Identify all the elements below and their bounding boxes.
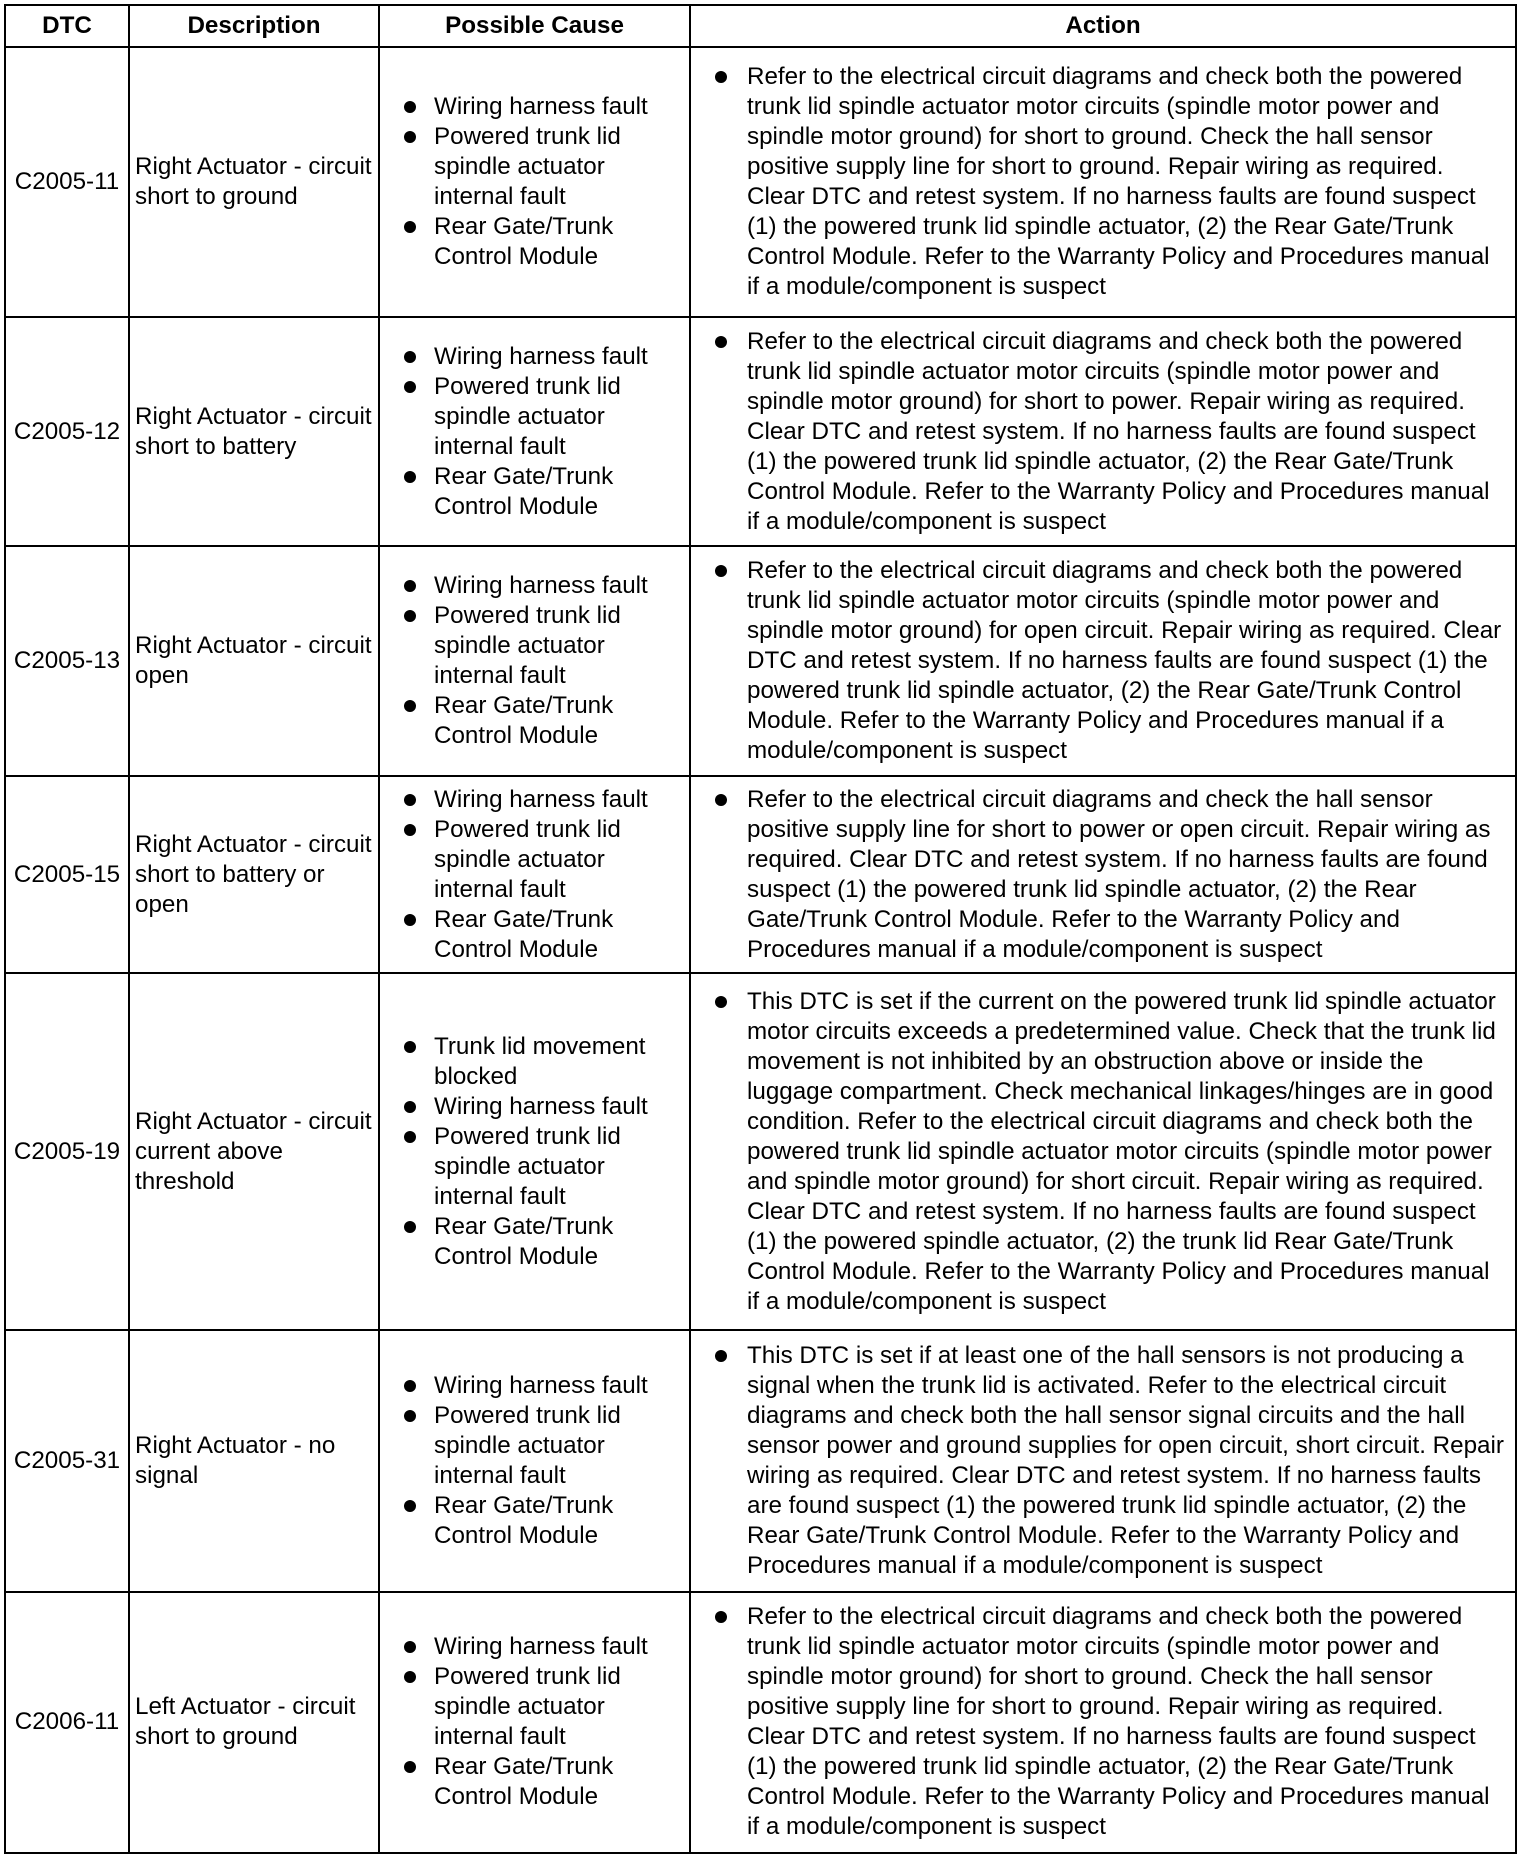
action-text: Refer to the electrical circuit diagrams and check both the powered trunk lid spindle actuator motor circuits (spindle motor power and spindle motor ground) for short to ground. Check the hall sensor positive supply line for short to ground. Repair wiring as required. Clear DTC and retest system. If no harness faults are found suspect (1) the powered trunk lid spindle actuator, (2) the Rear Gate/Trunk Control Module. Refer to the Warranty Policy and Procedures manual if a module/component is suspect [747, 62, 1490, 300]
bullet-icon [715, 1350, 727, 1362]
bullet-icon [404, 1131, 416, 1143]
header-description: Description [129, 5, 379, 47]
bullet-icon [404, 1641, 416, 1653]
action-list [713, 1602, 1507, 1842]
action-text: Refer to the electrical circuit diagrams and check both the powered trunk lid spindle actuator motor circuits (spindle motor power and spindle motor ground) for short to power. Repair wiring as required. Clear DTC and retest system. If no harness faults are found suspect (1) the powered trunk lid spindle actuator, (2) the Rear Gate/Trunk Control Module. Refer to the Warranty Policy and Procedures manual if a module/component is suspect [747, 327, 1490, 535]
cause-text: Wiring harness fault [434, 342, 648, 370]
header-dtc: DTC [5, 5, 129, 47]
table-row [5, 973, 1516, 1330]
cause-item [402, 1032, 681, 1092]
cause-item [402, 1632, 681, 1662]
cause-item [402, 122, 681, 212]
action-item [713, 1602, 1507, 1842]
bullet-icon [404, 471, 416, 483]
description-cell: Right Actuator - circuit short to ground [129, 47, 379, 317]
action-text: Refer to the electrical circuit diagrams and check both the powered trunk lid spindle actuator motor circuits (spindle motor power and spindle motor ground) for open circuit. Repair wiring as required. Clear DTC and retest system. If no harness faults are found suspect (1) the powered trunk lid spindle actuator, (2) the Rear Gate/Trunk Control Module. Refer to the Warranty Policy and Procedures manual if a module/component is suspect [747, 557, 1502, 764]
action-cell [690, 1330, 1516, 1591]
action-cell [690, 776, 1516, 974]
action-text: Refer to the electrical circuit diagrams and check both the powered trunk lid spindle actuator motor circuits (spindle motor power and spindle motor ground) for short to ground. Check the hall sensor positive supply line for short to ground. Repair wiring as required. Clear DTC and retest system. If no harness faults are found suspect (1) the powered trunk lid spindle actuator, (2) the Rear Gate/Trunk Control Module. Refer to the Warranty Policy and Procedures manual if a module/component is suspect [747, 1603, 1490, 1841]
bullet-icon [404, 1671, 416, 1683]
cause-text: Powered trunk lid spindle actuator internal fault [434, 1122, 621, 1210]
possible-cause-cell [379, 546, 690, 775]
bullet-icon [404, 794, 416, 806]
dtc-table [4, 4, 1517, 1854]
bullet-icon [715, 794, 727, 806]
action-item [713, 987, 1507, 1317]
cause-text: Rear Gate/Trunk Control Module [434, 212, 614, 270]
cause-list [402, 1632, 681, 1812]
description-cell: Right Actuator - circuit open [129, 546, 379, 775]
bullet-icon [404, 700, 416, 712]
bullet-icon [404, 580, 416, 592]
cause-text: Powered trunk lid spindle actuator internal fault [434, 1401, 621, 1489]
cause-list [402, 342, 681, 522]
cause-item [402, 785, 681, 815]
description-cell: Right Actuator - no signal [129, 1330, 379, 1591]
table-row [5, 776, 1516, 974]
action-item [713, 556, 1507, 766]
cause-item [402, 691, 681, 751]
cause-item [402, 372, 681, 462]
dtc-code-cell: C2005-11 [5, 47, 129, 317]
cause-item [402, 815, 681, 905]
cause-item [402, 342, 681, 372]
action-item [713, 62, 1507, 302]
bullet-icon [404, 1410, 416, 1422]
cause-text: Rear Gate/Trunk Control Module [434, 462, 614, 520]
action-list [713, 785, 1507, 965]
bullet-icon [404, 610, 416, 622]
bullet-icon [404, 1101, 416, 1113]
cause-item [402, 1662, 681, 1752]
table-row [5, 1592, 1516, 1853]
bullet-icon [404, 221, 416, 233]
cause-text: Powered trunk lid spindle actuator internal fault [434, 815, 621, 903]
action-item [713, 785, 1507, 965]
cause-item [402, 212, 681, 272]
table-row [5, 1330, 1516, 1591]
header-action: Action [690, 5, 1516, 47]
bullet-icon [715, 565, 727, 577]
bullet-icon [404, 1380, 416, 1392]
dtc-code-cell: C2005-12 [5, 317, 129, 546]
action-cell [690, 47, 1516, 317]
bullet-icon [404, 1761, 416, 1773]
description-cell: Right Actuator - circuit short to battery [129, 317, 379, 546]
possible-cause-cell [379, 1330, 690, 1591]
cause-text: Rear Gate/Trunk Control Module [434, 1212, 614, 1270]
cause-item [402, 462, 681, 522]
dtc-code-cell: C2005-19 [5, 973, 129, 1330]
cause-text: Wiring harness fault [434, 1371, 648, 1399]
cause-text: Rear Gate/Trunk Control Module [434, 1753, 614, 1811]
description-cell: Right Actuator - circuit short to battery or open [129, 776, 379, 974]
bullet-icon [404, 1221, 416, 1233]
cause-text: Rear Gate/Trunk Control Module [434, 905, 614, 963]
bullet-icon [404, 914, 416, 926]
action-cell [690, 317, 1516, 546]
action-list [713, 62, 1507, 302]
cause-item [402, 1092, 681, 1122]
dtc-code-cell: C2005-31 [5, 1330, 129, 1591]
bullet-icon [715, 336, 727, 348]
possible-cause-cell [379, 973, 690, 1330]
action-text: This DTC is set if at least one of the hall sensors is not producing a signal when the trunk lid is activated. Refer to the electrical circuit diagrams and check both the hall sensor signal circuits and the hall sensor power and ground supplies for open circuit, short circuit. Repair wiring as required. Clear DTC and retest system. If no harness faults are found suspect (1) the powered trunk lid spindle actuator, (2) the Rear Gate/Trunk Control Module. Refer to the Warranty Policy and Procedures manual if a module/component is suspect [747, 1341, 1504, 1579]
possible-cause-cell [379, 1592, 690, 1853]
cause-item [402, 1752, 681, 1812]
action-cell [690, 546, 1516, 775]
header-possible-cause: Possible Cause [379, 5, 690, 47]
action-list [713, 987, 1507, 1317]
cause-item [402, 571, 681, 601]
cause-text: Wiring harness fault [434, 785, 648, 813]
cause-text: Powered trunk lid spindle actuator internal fault [434, 602, 621, 689]
cause-text: Powered trunk lid spindle actuator internal fault [434, 122, 621, 210]
possible-cause-cell [379, 776, 690, 974]
cause-item [402, 92, 681, 122]
bullet-icon [404, 1041, 416, 1053]
action-list [713, 327, 1507, 537]
dtc-code-cell: C2005-13 [5, 546, 129, 775]
action-text: This DTC is set if the current on the powered trunk lid spindle actuator motor circuits exceeds a predetermined value. Check that the trunk lid movement is not inhibited by an obstruction above or inside the luggage compartment. Check mechanical linkages/hinges are in good condition. Refer to the electrical circuit diagrams and check both the powered trunk lid spindle actuator motor circuits (spindle motor power and spindle motor ground) for short circuit. Repair wiring as required. Clear DTC and retest system. If no harness faults are found suspect (1) the powered spindle actuator, (2) the trunk lid Rear Gate/Trunk Control Module. Refer to the Warranty Policy and Procedures manual if a module/component is suspect [747, 987, 1496, 1315]
cause-text: Trunk lid movement blocked [434, 1032, 646, 1090]
header-row [5, 5, 1516, 47]
cause-text: Rear Gate/Trunk Control Module [434, 692, 614, 749]
cause-text: Powered trunk lid spindle actuator internal fault [434, 372, 621, 460]
cause-item [402, 905, 681, 965]
action-list [713, 556, 1507, 766]
cause-list [402, 571, 681, 751]
action-list [713, 1341, 1507, 1581]
bullet-icon [715, 71, 727, 83]
action-item [713, 327, 1507, 537]
bullet-icon [404, 824, 416, 836]
table-row [5, 546, 1516, 775]
cause-text: Powered trunk lid spindle actuator internal fault [434, 1663, 621, 1751]
action-cell [690, 973, 1516, 1330]
cause-list [402, 785, 681, 965]
table-row [5, 47, 1516, 317]
cause-text: Wiring harness fault [434, 1633, 648, 1661]
bullet-icon [404, 131, 416, 143]
bullet-icon [404, 101, 416, 113]
bullet-icon [404, 381, 416, 393]
possible-cause-cell [379, 47, 690, 317]
bullet-icon [404, 1500, 416, 1512]
cause-list [402, 1032, 681, 1272]
description-cell: Right Actuator - circuit current above threshold [129, 973, 379, 1330]
action-item [713, 1341, 1507, 1581]
cause-text: Wiring harness fault [434, 572, 648, 599]
bullet-icon [715, 996, 727, 1008]
action-cell [690, 1592, 1516, 1853]
cause-list [402, 1371, 681, 1551]
bullet-icon [715, 1611, 727, 1623]
table-body [5, 47, 1516, 1853]
cause-item [402, 1212, 681, 1272]
possible-cause-cell [379, 317, 690, 546]
dtc-code-cell: C2006-11 [5, 1592, 129, 1853]
description-cell: Left Actuator - circuit short to ground [129, 1592, 379, 1853]
cause-item [402, 1122, 681, 1212]
action-text: Refer to the electrical circuit diagrams and check the hall sensor positive supply line for short to power or open circuit. Repair wiring as required. Clear DTC and retest system. If no harness faults are found suspect (1) the powered trunk lid spindle actuator, (2) the Rear Gate/Trunk Control Module. Refer to the Warranty Policy and Procedures manual if a module/component is suspect [747, 785, 1491, 963]
dtc-code-cell: C2005-15 [5, 776, 129, 974]
cause-text: Wiring harness fault [434, 1092, 648, 1120]
cause-item [402, 1371, 681, 1401]
table-row [5, 317, 1516, 546]
cause-list [402, 92, 681, 272]
cause-item [402, 601, 681, 691]
bullet-icon [404, 351, 416, 363]
cause-text: Rear Gate/Trunk Control Module [434, 1491, 614, 1549]
cause-text: Wiring harness fault [434, 92, 648, 120]
cause-item [402, 1491, 681, 1551]
cause-item [402, 1401, 681, 1491]
